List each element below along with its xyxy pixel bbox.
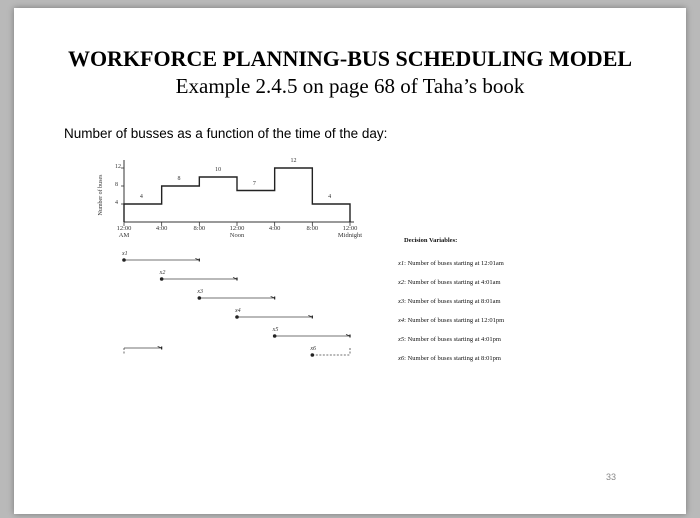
decision-variable-symbol: x3: [398, 298, 405, 305]
decision-variable-symbol: x6: [398, 355, 405, 362]
shift-label: x3: [197, 289, 203, 295]
value-label: 7: [252, 180, 256, 187]
x-tick-label: [179, 225, 219, 232]
value-label: 8: [177, 176, 181, 182]
shift-start-dot: [198, 296, 202, 300]
decision-variable-symbol: x4: [398, 317, 405, 324]
decision-variable-description: : Number of buses starting at 8:01pm: [404, 355, 501, 362]
x-tick-label: [255, 225, 295, 232]
x-tick-label: [142, 225, 182, 232]
y-tick-label: 12: [115, 164, 121, 170]
x-tick-label-line1: 12:00: [342, 225, 358, 232]
value-label: 12: [290, 158, 297, 164]
decision-variable-symbol: x1: [398, 260, 405, 267]
shift-start-dot: [311, 353, 315, 357]
page-number: 33: [606, 472, 617, 482]
decision-variable-description: : Number of buses starting at 8:01am: [404, 298, 501, 305]
y-axis-label-wrap: [94, 174, 108, 224]
value-label: 4: [139, 194, 143, 200]
x-tick-label-line1: 12:00: [116, 225, 132, 232]
decision-variable-description: : Number of buses starting at 12:01pm: [404, 317, 505, 324]
y-axis-label: Number of buses: [98, 174, 104, 216]
shift-label: x1: [122, 251, 128, 257]
decision-variable-item: [398, 298, 501, 305]
slide: [14, 8, 686, 514]
decision-variable-description: : Number of buses starting at 4:01pm: [404, 336, 501, 343]
decision-variable-item: [398, 260, 504, 267]
decision-variable-item: [398, 317, 504, 324]
shift-start-dot: [122, 258, 126, 262]
shift-label: x4: [235, 308, 241, 314]
value-label: 4: [328, 194, 332, 200]
decision-variable-symbol: x5: [398, 336, 405, 343]
decision-variable-symbol: x2: [398, 279, 405, 286]
x-tick-label: [104, 225, 144, 239]
shift-start-dot: [273, 334, 277, 338]
x-tick-label-line2: AM: [118, 232, 130, 239]
value-label: 10: [215, 167, 222, 173]
x-tick-label-line2: Noon: [229, 232, 245, 239]
x-tick-label: [217, 225, 257, 239]
decision-variable-item: [398, 279, 501, 286]
slide-subtitle: Example 2.4.5 on page 68 of Taha’s book: [175, 74, 525, 98]
y-tick-label: 4: [115, 200, 118, 206]
decision-variable-item: [398, 336, 501, 343]
y-tick-label: 8: [115, 182, 118, 188]
x-tick-label-line1: 8:00: [193, 225, 206, 232]
x-tick-label-line2: Midnight: [337, 232, 363, 239]
slide-title: WORKFORCE PLANNING-BUS SCHEDULING MODEL: [67, 46, 633, 71]
shift-label: x2: [159, 270, 166, 276]
x-tick-label-line1: 8:00: [306, 225, 319, 232]
x-tick-label: [292, 225, 332, 232]
shift-start-dot: [235, 315, 239, 319]
x-tick-label-line1: 4:00: [268, 225, 281, 232]
decision-variables-title: Decision Variables:: [404, 237, 458, 244]
shift-label: x6: [310, 346, 316, 352]
x-tick-label-line1: 12:00: [229, 225, 245, 232]
bus-schedule-figure: [14, 8, 686, 514]
x-tick-label-line1: 4:00: [155, 225, 168, 232]
bus-demand-step-line: [124, 168, 350, 222]
x-tick-label: [330, 225, 370, 239]
decision-variable-item: [398, 355, 501, 362]
shift-start-dot: [160, 277, 164, 281]
shift-label: x5: [272, 327, 279, 333]
decision-variable-description: : Number of buses starting at 4:01am: [404, 279, 501, 286]
intro-text: Number of busses as a function of the time of the day:: [64, 126, 388, 141]
decision-variable-description: : Number of buses starting at 12:01am: [404, 260, 504, 267]
